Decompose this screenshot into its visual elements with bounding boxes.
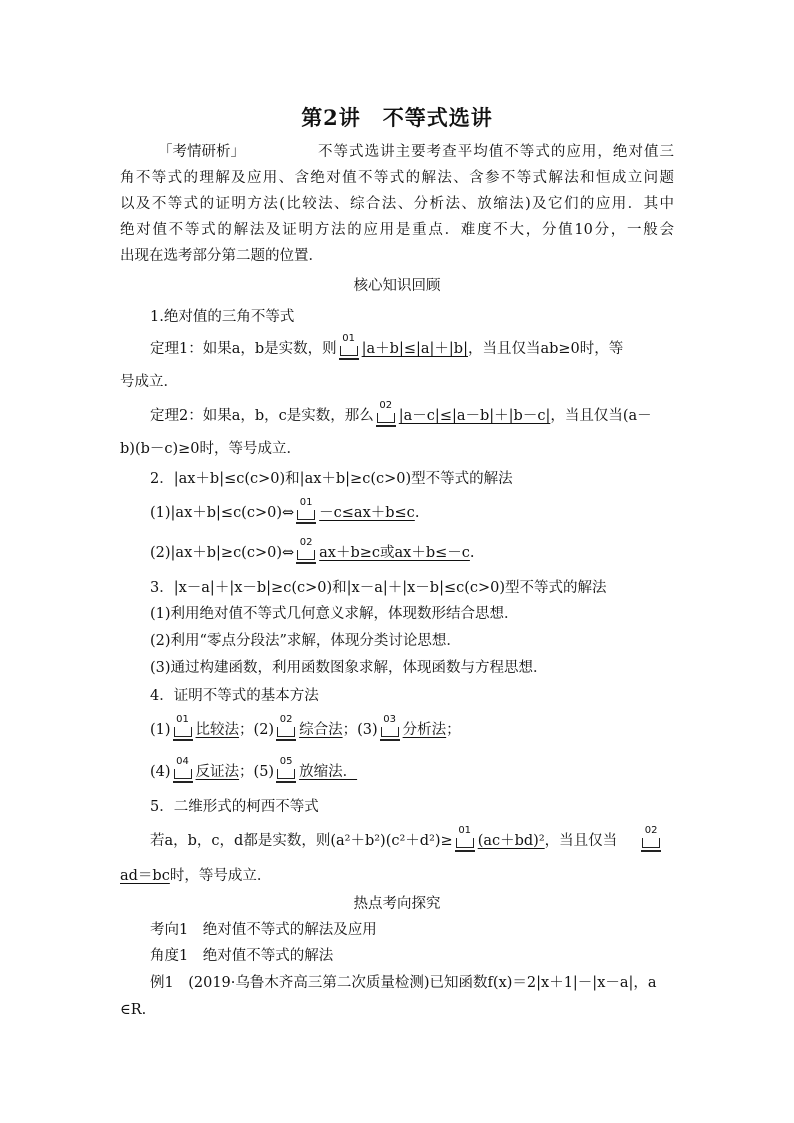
intro-line-5: 出现在选考部分第二题的位置． (120, 248, 323, 264)
theorem-1: 定理1：如果a，b是实数，则 01 |a＋b|≤|a|＋|b|，当且仅当ab≥0时，等 (150, 339, 623, 359)
angle-heading: 角度1 绝对值不等式的解法 (150, 948, 334, 964)
intro-line-1: 不等式选讲主要考查平均值不等式的应用，绝对值三 (318, 144, 674, 160)
blank-marker-icon: 02 (376, 406, 396, 426)
theorem-1-cont: 号成立． (120, 374, 178, 390)
s5-heading: 5．二维形式的柯西不等式 (150, 799, 319, 815)
answer-blank: 比较法 (195, 722, 240, 738)
s3-item-3: (3)通过构建函数，利用函数图象求解，体现函数与方程思想． (150, 660, 548, 676)
blank-marker-icon: 01 (296, 503, 316, 523)
answer-blank: 放缩法． (299, 764, 358, 780)
answer-blank: 分析法 (402, 722, 447, 738)
cauchy-inequality: 若a，b，c，d都是实数，则(a²＋b²)(c²＋d²)≥ 01 (ac＋bd)²，当且仅当 02 (150, 831, 664, 851)
theorem-2: 定理2：如果a，b，c是实数，那么 02 |a－c|≤|a－b|＋|b－c|，当且仅当(a－ (150, 406, 652, 426)
blank-marker-icon: 02 (296, 543, 316, 563)
example-1-line-1: 例1 (2019·乌鲁木齐高三第二次质量检测)已知函数f(x)＝2|x＋1|－|x－a|，a (150, 975, 657, 991)
section-title-core: 核心知识回顾 (353, 278, 441, 294)
answer-blank: |a－c|≤|a－b|＋|b－c| (398, 408, 551, 424)
answer-blank: |a＋b|≤|a|＋|b| (361, 341, 468, 357)
blank-marker-icon: 02 (641, 831, 661, 851)
blank-marker-icon: 01 (173, 720, 193, 740)
answer-blank: 综合法 (299, 722, 343, 738)
blank-marker-icon: 01 (339, 339, 359, 359)
blank-marker-icon: 05 (276, 762, 296, 782)
theorem-2-cont: b)(b－c)≥0时，等号成立． (120, 441, 302, 457)
s2-item-1: (1)|ax＋b|≤c(c>0)⇔ 01 －c≤ax＋b≤c. (150, 503, 419, 523)
s3-item-1: (1)利用绝对值不等式几何意义求解，体现数形结合思想． (150, 606, 519, 622)
section-title-hot: 热点考向探究 (353, 896, 441, 912)
example-1-line-2: ∈R. (120, 1002, 147, 1018)
s4-methods-row-1: (1) 01 比较法；(2) 02 综合法；(3) 03 分析法； (150, 720, 461, 740)
answer-blank: (ac＋bd)² (477, 833, 545, 849)
intro-line-4: 绝对值不等式的解法及证明方法的应用是重点．难度不大，分值10分，一般会 (120, 222, 674, 238)
answer-blank: －c≤ax＋b≤c (319, 505, 415, 521)
answer-blank: ad＝bc (120, 868, 170, 884)
blank-marker-icon: 04 (173, 762, 193, 782)
blank-marker-icon: 03 (380, 720, 400, 740)
s1-heading: 1.绝对值的三角不等式 (150, 309, 295, 325)
s3-item-2: (2)利用“零点分段法”求解，体现分类讨论思想． (150, 633, 461, 649)
s2-heading: 2．|ax＋b|≤c(c>0)和|ax＋b|≥c(c>0)型不等式的解法 (150, 471, 513, 487)
blank-marker-icon: 02 (276, 720, 296, 740)
direction-heading: 考向1 绝对值不等式的解法及应用 (150, 922, 377, 938)
answer-blank: ax＋b≥c或ax＋b≤－c (319, 545, 470, 561)
intro-line-2: 角不等式的理解及应用、含绝对值不等式的解法、含参不等式解法和恒成立问题 (120, 170, 674, 186)
intro-line-3: 以及不等式的证明方法(比较法、综合法、分析法、放缩法)及它们的应用．其中 (120, 196, 674, 212)
s3-heading: 3．|x－a|＋|x－b|≥c(c>0)和|x－a|＋|x－b|≤c(c>0)型不等式的解法 (150, 580, 607, 596)
s4-heading: 4．证明不等式的基本方法 (150, 688, 319, 704)
s2-item-2: (2)|ax＋b|≥c(c>0)⇔ 02 ax＋b≥c或ax＋b≤－c. (150, 543, 475, 563)
cauchy-inequality-cont: ad＝bc时，等号成立． (120, 868, 272, 884)
intro-tag: 「考情研析」 (158, 144, 245, 160)
blank-marker-icon: 01 (455, 831, 475, 851)
s4-methods-row-2: (4) 04 反证法；(5) 05 放缩法． (150, 762, 357, 782)
answer-blank: 反证法 (195, 764, 240, 780)
page-title: 第2讲 不等式选讲 (301, 105, 493, 130)
